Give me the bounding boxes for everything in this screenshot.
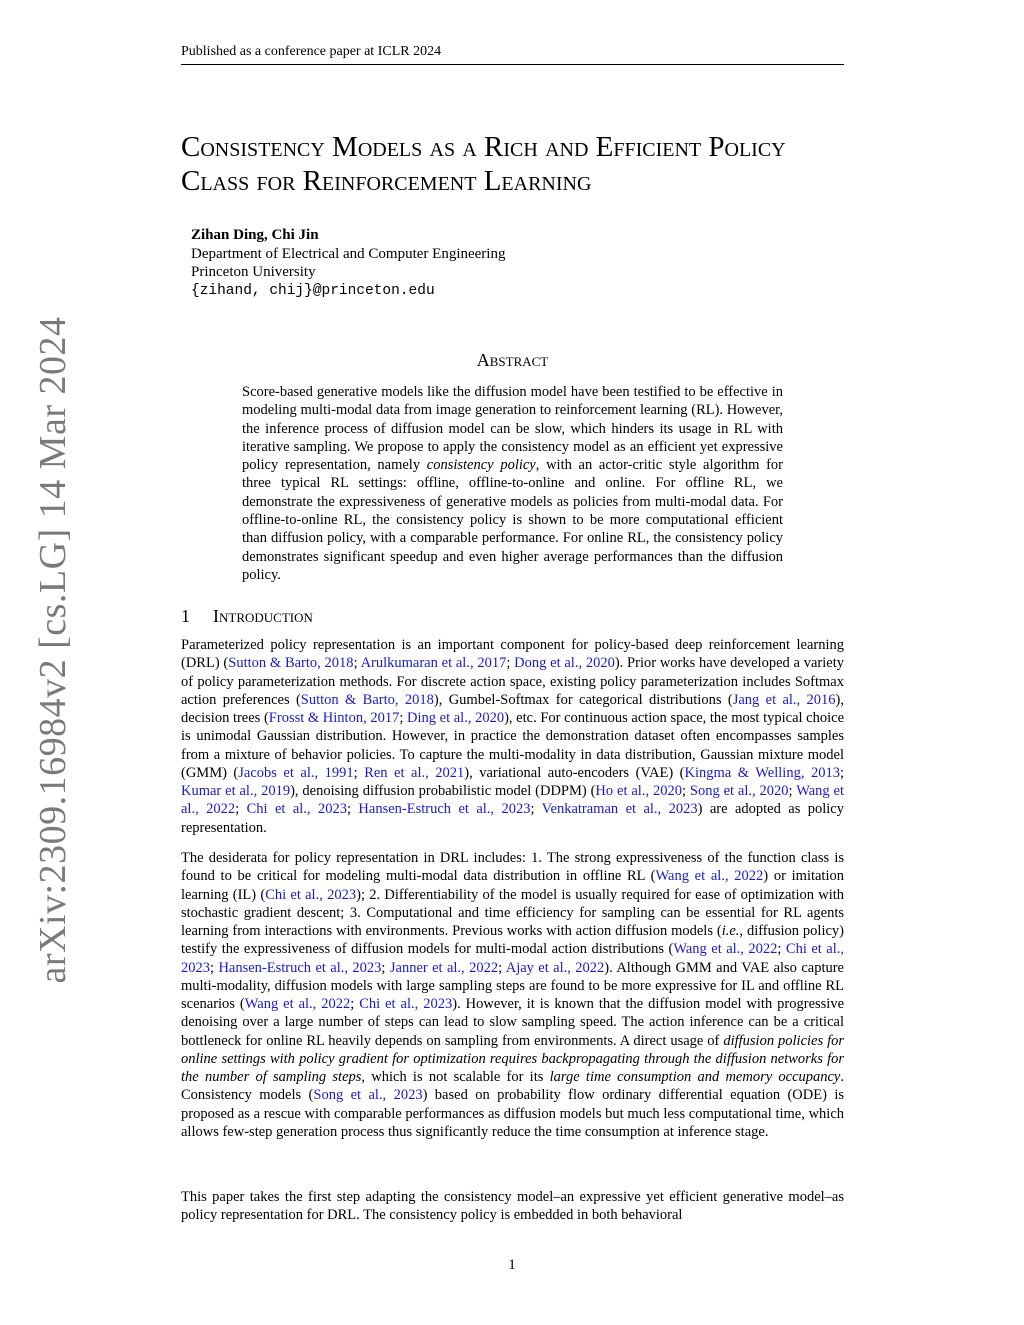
author-email[interactable]: {zihand, chij}@princeton.edu — [191, 282, 435, 299]
abstract-heading: Abstract — [476, 350, 549, 370]
author-names: Zihan Ding, Chi Jin — [191, 227, 319, 243]
citation-link[interactable]: Wang et al., 2022 — [673, 941, 778, 958]
citation-link[interactable]: Ding et al., 2020 — [407, 710, 505, 726]
author-department: Department of Electrical and Computer Engineering — [191, 245, 506, 262]
citation-link[interactable]: Chi et al., 2023 — [359, 996, 453, 1012]
citation-link[interactable]: Jacobs et al., 1991 — [238, 764, 354, 781]
citation-link[interactable]: Hansen-Estruch et al., 2023 — [218, 959, 382, 976]
citation-link[interactable]: Hansen-Estruch et al., 2023 — [358, 801, 531, 818]
citation-link[interactable]: Chi et al., 2023 — [181, 941, 845, 976]
citation-link[interactable]: Janner et al., 2022 — [389, 959, 499, 976]
citation-link[interactable]: Ajay et al., 2022 — [505, 959, 605, 976]
paper-title: Consistency Models as a Rich and Efficient Policy Class for Reinforcement Learning — [181, 131, 786, 197]
conference-header: Published as a conference paper at ICLR 2024 — [181, 44, 844, 65]
intro-paragraph-1: Parameterized policy representation is an important component for policy-based deep reinforcement learning (DRL) (Sutton & Barto, 2018; Arulkumaran et al., 2017; Dong et al., 2020). Prior works have developed a variety of policy parameterization methods. For discrete action space, existing policy parameterization includes Softmax action preferences (Sutton & Barto, 2018), Gumbel-Softmax for categorical distributions (Jang et al., 2016), decision trees (Frosst & Hinton, 2017; Ding et al., 2020), etc. For continuous action space, the most typical choice is unimodal Gaussian distribution. However, in practice the demonstration dataset often encompasses samples from a mixture of behavior policies. To capture the multi-modality in data distribution, Gaussian mixture model (GMM) (Jacobs et al., 1991; Ren et al., 2021), variational auto-encoders (VAE) (Kingma & Welling, 2013; Kumar et al., 2019), denoising diffusion probabilistic model (DDPM) (Ho et al., 2020; Song et al., 2020; Wang et al., 2022; Chi et al., 2023; Hansen-Estruch et al., 2023; Venkatraman et al., 2023) are adopted as policy representation. — [181, 637, 845, 836]
citation-link[interactable]: Wang et al., 2022 — [655, 868, 764, 885]
author-university: Princeton University — [191, 264, 316, 280]
citation-link[interactable]: Wang et al., 2022 — [244, 996, 351, 1012]
intro-paragraph-3: This paper takes the first step adapting the consistency model–an expressive yet efficient generative model–as policy representation for DRL. The consistency policy is embedded in both behavioral — [181, 1189, 844, 1224]
page-number: 1 — [508, 1257, 516, 1273]
citation-link[interactable]: Kingma & Welling, 2013 — [684, 764, 840, 781]
citation-link[interactable]: Kumar et al., 2019 — [181, 783, 291, 799]
citation-link[interactable]: Venkatraman et al., 2023 — [541, 801, 698, 818]
citation-link[interactable]: Ho et al., 2020 — [595, 783, 682, 799]
citation-link[interactable]: Song et al., 2020 — [689, 783, 789, 799]
arxiv-identifier-stamp[interactable]: arXiv:2309.16984v2 [cs.LG] 14 Mar 2024 — [32, 316, 74, 984]
citation-link[interactable]: Arulkumaran et al., 2017 — [360, 655, 507, 672]
citation-link[interactable]: Chi et al., 2023 — [246, 801, 347, 818]
section-title: Introduction — [213, 606, 313, 626]
citation-link[interactable]: Chi et al., 2023 — [265, 886, 357, 903]
abstract-text — [242, 383, 783, 584]
citation-link[interactable]: Frosst & Hinton, 2017 — [268, 710, 400, 726]
citation-link[interactable]: Jang et al., 2016 — [732, 691, 836, 708]
abstract-part: Score-based generative models like the diffusion model have been testified to be effective in modeling multi-modal data from image generation to reinforcement learning (RL). However, the inference process of diffusion model can be slow, which hinders its usage in RL with iterative sampling. We propose to apply the consistency model as an efficient yet expressive policy representation, namely — [242, 384, 783, 474]
citation-link[interactable]: Wang et al., 2022 — [181, 783, 844, 818]
citation-link[interactable]: Sutton & Barto, 2018 — [228, 655, 354, 672]
section-heading-introduction — [181, 606, 313, 626]
intro-paragraph-2: The desiderata for policy representation in DRL includes: 1. The strong expressiveness of the function class is found to be critical for modeling multi-modal data distribution in offline RL (Wang et al., 2022) or imitation learning (IL) (Chi et al., 2023); 2. Differentiability of the model is usually required for ease of optimization with stochastic gradient descent; 3. Computational and time efficiency for sampling can be essential for RL agents learning from interactions with environments. Previous works with action diffusion models (i.e., diffusion policy) testify the expressiveness of diffusion models for multi-modal action distributions (Wang et al., 2022; Chi et al., 2023; Hansen-Estruch et al., 2023; Janner et al., 2022; Ajay et al., 2022). Although GMM and VAE also capture multi-modality, diffusion models with large sampling steps are found to be more expressive for IL and offline RL scenarios (Wang et al., 2022; Chi et al., 2023). However, it is known that the diffusion model with progressive denoising over a large number of steps can lead to slow sampling speed. The action inference can be a critical bottleneck for online RL heavily depends on sampling from environments. A direct usage of diffusion policies for online settings with policy gradient for optimization requires backpropagating through the diffusion networks for the number of sampling steps, which is not scalable for its large time consumption and memory occupancy. Consistency models (Song et al., 2023) based on probability flow ordinary differential equation (ODE) is proposed as a rescue with comparable performances as diffusion models but much less computational time, which allows few-step generation process thus significantly reduce the time consumption at inference stage. — [181, 850, 845, 1140]
citation-link[interactable]: Song et al., 2023 — [313, 1087, 423, 1104]
abstract-emphasis: consistency policy — [426, 457, 536, 474]
section-number: 1 — [181, 606, 190, 626]
citation-link[interactable]: Dong et al., 2020 — [514, 655, 615, 672]
citation-link[interactable]: Ren et al., 2021 — [364, 764, 465, 781]
abstract-part: , with an actor-critic style algorithm for three typical RL settings: offline, offline-to-online and online. For offline RL, we demonstrate the expressiveness of generative models as policies from multi-modal data. For offline-to-online RL, the consistency policy is shown to be more computational efficient than diffusion policy, with a comparable performance. For online RL, the consistency policy demonstrates significant speedup and even higher average performances than the diffusion policy. — [242, 457, 783, 583]
author-block — [191, 226, 505, 300]
citation-link[interactable]: Sutton & Barto, 2018 — [300, 691, 434, 708]
